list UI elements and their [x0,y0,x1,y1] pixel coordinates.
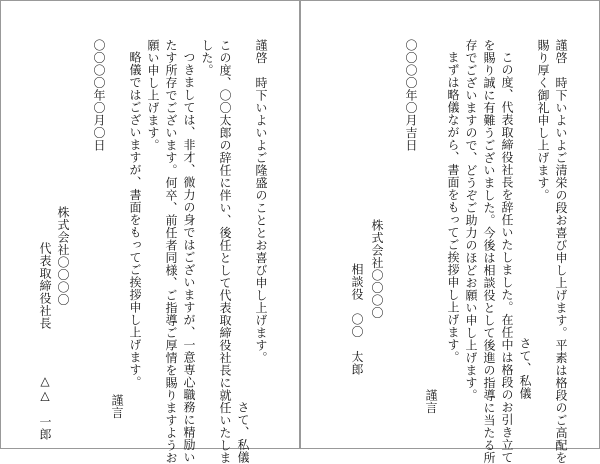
right-line-body-1: この度、代表取締役社長を辞任いたしました。在任中は格段のお引き立て [500,51,514,464]
left-line-kingen: 謹言 [110,394,124,419]
left-line-date: 〇〇〇〇年〇月〇日 [92,39,106,152]
right-line-company: 株式会社〇〇〇〇 [370,219,384,319]
right-line-date: 〇〇〇〇年〇月吉日 [404,39,418,152]
left-line-closing: 略儀ではございますが、書面をもってご挨拶申し上げます。 [128,51,142,389]
left-line-body-1: この度、〇〇太郎の辞任に伴い、後任として代表取締役社長に就任いたしま [218,39,232,464]
right-line-body-2: を賜り誠に有難うございました。今後は相談役として後進の指導に当たる所 [482,39,496,464]
right-line-greeting: 謹啓 時下いよいよご清栄の段お喜び申し上げます。平素は格段のご高配を [554,39,568,464]
left-line-body-3: つきましては、非才、微力の身ではございますが、一意専心職務に精励い [182,51,196,464]
left-line-body-4: たす所存でございます。何卒、前任者同様、ご指導ご厚情を賜りますようお [164,39,178,464]
right-line-body-3: 存でございますので、どうぞご助力のほどお願い申し上げます。 [464,39,478,402]
left-line-name: △△ 一郎 [38,374,52,441]
right-line-greeting-2: 賜り厚く御礼申し上げます。 [536,39,550,202]
left-line-title: 代表取締役社長 [38,242,52,330]
left-line-satete: さて、私儀 [236,401,250,464]
right-letter-page [300,0,600,464]
right-line-satete: さて、私儀 [518,337,532,400]
left-line-company: 株式会社〇〇〇〇 [56,206,70,306]
left-line-body-2: した。 [200,39,214,77]
left-line-body-5: 願い申し上げます。 [146,39,160,152]
left-line-greeting: 謹啓 時下いよいよご隆盛のこととお喜び申し上げます。 [254,39,268,364]
right-line-signature: 相談役 〇〇 太郎 [350,263,364,376]
right-line-kingen: 謹言 [424,389,438,414]
right-line-closing: まずは略儀ながら、書面をもってご挨拶申し上げます。 [446,51,460,364]
